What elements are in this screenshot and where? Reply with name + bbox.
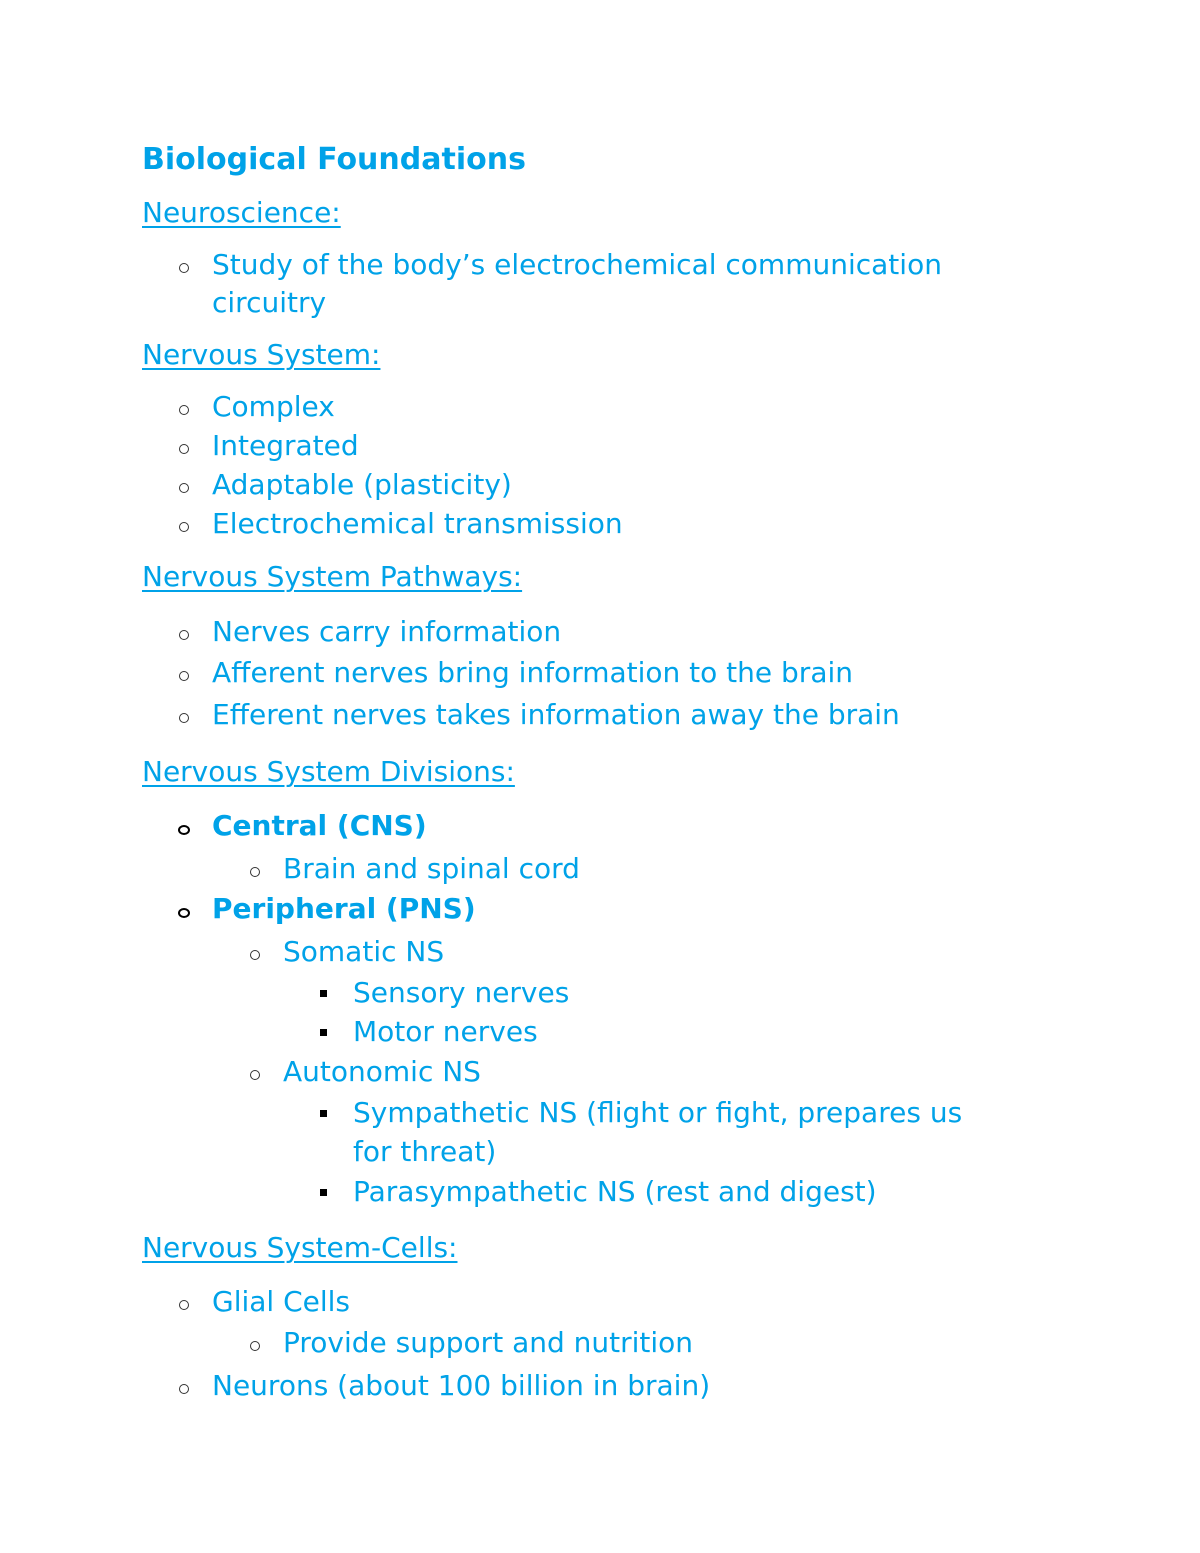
list-item: Parasympathetic NS (rest and digest)	[353, 1175, 877, 1208]
list-item-central: Central (CNS)	[212, 809, 427, 842]
circle-bullet-icon	[179, 444, 189, 454]
list-item: Nerves carry information	[212, 615, 562, 648]
section-heading-neuroscience: Neuroscience:	[142, 196, 341, 229]
list-item-continuation: circuitry	[212, 286, 327, 319]
list-item: Autonomic NS	[283, 1055, 481, 1088]
list-item: Neurons (about 100 billion in brain)	[212, 1369, 711, 1402]
circle-bullet-icon	[178, 908, 190, 918]
document-title: Biological Foundations	[142, 142, 526, 177]
circle-bullet-icon	[250, 1341, 260, 1351]
circle-bullet-icon	[250, 867, 260, 877]
list-item: Integrated	[212, 429, 359, 462]
list-item: Efferent nerves takes information away the brain	[212, 698, 900, 731]
list-item: Afferent nerves bring information to the brain	[212, 656, 854, 689]
list-item: Electrochemical transmission	[212, 507, 623, 540]
list-item: Sympathetic NS (flight or fight, prepares us	[353, 1096, 963, 1129]
list-item-peripheral: Peripheral (PNS)	[212, 892, 476, 925]
circle-bullet-icon	[178, 825, 190, 835]
section-heading-nervous-system: Nervous System:	[142, 338, 381, 371]
circle-bullet-icon	[179, 1384, 189, 1394]
list-item: Adaptable (plasticity)	[212, 468, 512, 501]
square-bullet-icon	[320, 1110, 327, 1117]
circle-bullet-icon	[179, 522, 189, 532]
circle-bullet-icon	[179, 671, 189, 681]
circle-bullet-icon	[179, 630, 189, 640]
list-item: Study of the body’s electrochemical communication	[212, 248, 942, 281]
section-heading-pathways: Nervous System Pathways:	[142, 560, 523, 593]
circle-bullet-icon	[179, 405, 189, 415]
list-item-continuation: for threat)	[353, 1135, 497, 1168]
circle-bullet-icon	[179, 1300, 189, 1310]
list-item: Glial Cells	[212, 1285, 351, 1318]
list-item: Motor nerves	[353, 1015, 538, 1048]
square-bullet-icon	[320, 1189, 327, 1196]
circle-bullet-icon	[250, 950, 260, 960]
list-item: Somatic NS	[283, 935, 445, 968]
circle-bullet-icon	[250, 1070, 260, 1080]
section-heading-cells: Nervous System-Cells:	[142, 1231, 458, 1264]
list-item: Sensory nerves	[353, 976, 570, 1009]
circle-bullet-icon	[179, 263, 189, 273]
square-bullet-icon	[320, 1029, 327, 1036]
circle-bullet-icon	[179, 483, 189, 493]
list-item: Complex	[212, 390, 335, 423]
list-item: Provide support and nutrition	[283, 1326, 694, 1359]
circle-bullet-icon	[179, 713, 189, 723]
section-heading-divisions: Nervous System Divisions:	[142, 755, 515, 788]
square-bullet-icon	[320, 990, 327, 997]
list-item: Brain and spinal cord	[283, 852, 580, 885]
